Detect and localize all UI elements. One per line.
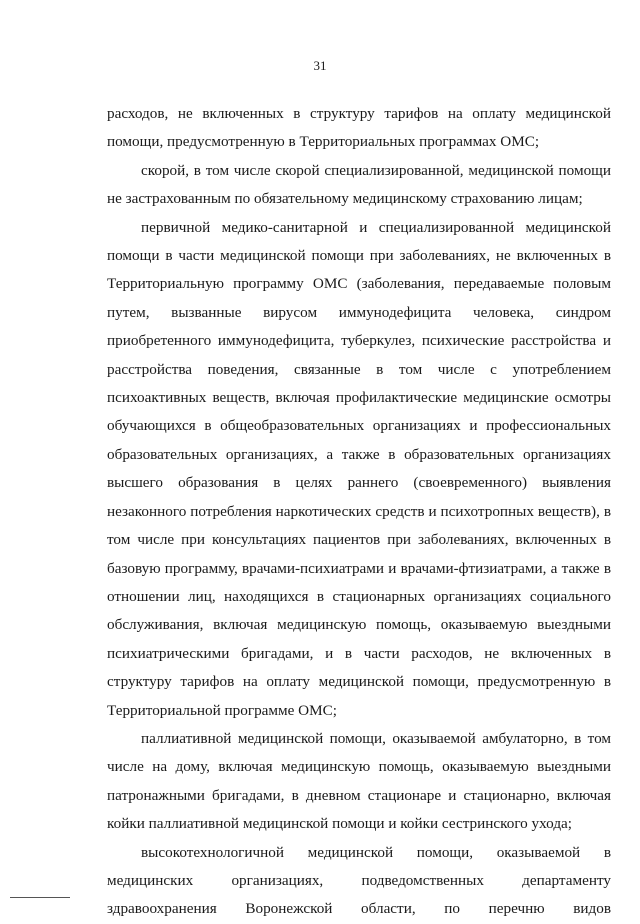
paragraph-emergency-care: скорой, в том числе скорой специализированной, медицинской помощи не застрахованным по обязательному медицинскому страхованию лицам;	[107, 161, 611, 208]
paragraph-primary-care: первичной медико-санитарной и специализированной медицинской помощи в части медицинской помощи при заболеваниях, не включенных в Территориальную программу ОМС (заболевания, передаваемые половым путем, вызванные вирусом иммунодефицита человека, синдром приобретенного иммунодефицита, туберкулез, психические расстройства и расстройства поведения, связанные в том числе с употреблением психоактивных веществ, включая профилактические медицинские осмотры обучающихся в общеобразовательных организациях и профессиональных образовательных организациях, а также в образовательных организациях высшего образования в целях раннего (своевременного) выявления незаконного потребления наркотических средств и психотропных веществ), в том числе при консультациях пациентов при заболеваниях, включенных в базовую программу, врачами-психиатрами и врачами-фтизиатрами, а также в отношении лиц, находящихся в стационарных организациях социального обслуживания, включая медицинскую помощь, оказываемую выездными психиатрическими бригадами, и в части расходов, не включенных в структуру тарифов на оплату медицинской помощи, предусмотренную в Территориальной программе ОМС;	[107, 218, 611, 719]
bottom-divider	[10, 897, 70, 898]
paragraph-high-tech-care: высокотехнологичной медицинской помощи, оказываемой в медицинских организациях, подведомственных департаменту здравоохранения Воронежской области, по перечню видов	[107, 843, 611, 918]
paragraph-palliative-care: паллиативной медицинской помощи, оказываемой амбулаторно, в том числе на дому, включая медицинскую помощь, оказываемую выездными патронажными бригадами, в дневном стационаре и стационарно, включая койки паллиативной медицинской помощи и койки сестринского ухода;	[107, 729, 611, 833]
page-number: 31	[313, 58, 327, 73]
paragraph-expenses-continuation: расходов, не включенных в структуру тарифов на оплату медицинской помощи, предусмотренную в Территориальных программах ОМС;	[107, 105, 611, 151]
document-body	[107, 100, 611, 924]
